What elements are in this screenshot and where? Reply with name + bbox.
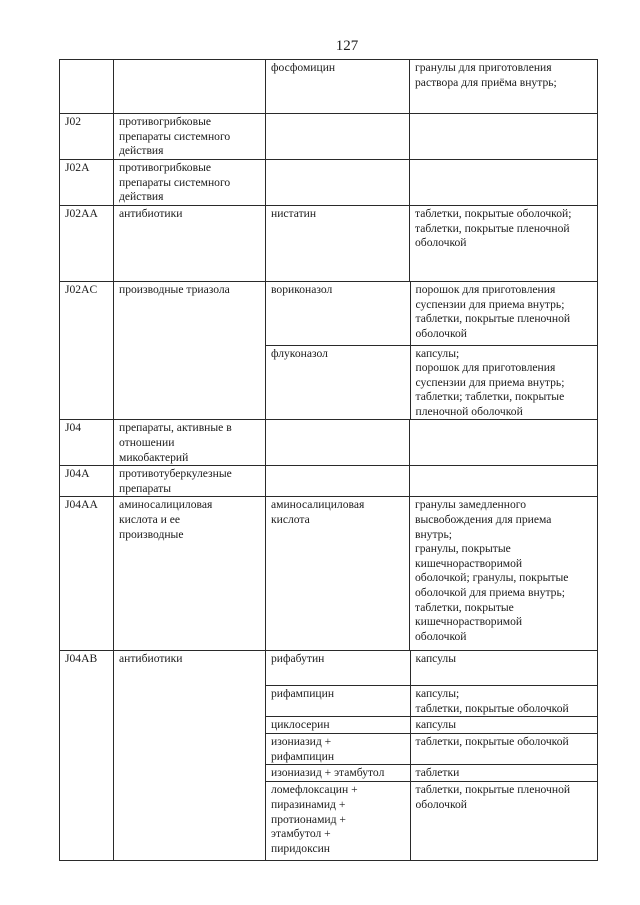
cell-text-line: противогрибковые (119, 115, 212, 128)
cell-text-line: препараты, активные в (119, 421, 232, 435)
cell-text-line: оболочкой (415, 629, 467, 643)
cell-text-line: таблетки, покрытые пленочной (415, 783, 571, 797)
cell-text-line: порошок для приготовления (415, 361, 556, 375)
drug-name-cell (266, 345, 410, 419)
cell-text-line: производные триазола (119, 283, 230, 296)
cell-text-line: капсулы (415, 718, 457, 732)
cell-text-line: капсулы (415, 652, 457, 666)
cell-text-line: J04AA (65, 498, 98, 512)
cell-text-line: таблетки, покрытые оболочкой (415, 735, 569, 749)
drug-name-cell (266, 651, 410, 685)
cell-text-line: порошок для приготовления (415, 283, 556, 296)
cell-text-line: J04A (65, 467, 90, 481)
dosage-form-cell (410, 782, 598, 860)
cell-text-line: таблетки, покрытые оболочкой (415, 701, 569, 715)
drug-name-cell (266, 160, 410, 206)
table-row (60, 651, 598, 860)
cell-text-line: протионамид + (271, 812, 346, 826)
atc-code-cell (60, 466, 114, 497)
cell-text-line: нистатин (271, 207, 317, 220)
cell-text-line: таблетки, покрытые пленочной (415, 221, 570, 235)
dosage-form-cell (410, 685, 598, 716)
dosage-form-cell (410, 160, 598, 206)
cell-text-line: кислота (271, 513, 310, 527)
cell-text-line: суспензии для приема внутрь; (415, 375, 565, 389)
drug-name-cell (266, 114, 410, 160)
table-row (60, 114, 598, 160)
cell-text-line: аминосалициловая (119, 498, 213, 512)
cell-text-line: микобактерий (119, 450, 189, 464)
cell-text-line: оболочкой для приема внутрь; (415, 586, 565, 599)
cell-text-line: противотуберкулезные (119, 467, 232, 481)
cell-text-line: J02AC (65, 283, 98, 296)
table-row (60, 160, 598, 206)
cell-text-line: пиразинамид + (271, 797, 346, 811)
atc-code-cell (60, 651, 114, 860)
group-name-cell (114, 114, 266, 160)
cell-text-line: суспензии для приема внутрь; (415, 297, 565, 311)
cell-text-line: пиридоксин (271, 841, 331, 855)
drug-name-cell (266, 782, 410, 860)
cell-text-line: оболочкой (415, 326, 467, 340)
atc-code-cell (60, 497, 114, 651)
cell-text-line: препараты (119, 481, 171, 495)
drug-table (59, 59, 598, 861)
table-row (60, 420, 598, 466)
cell-text-line: вориконазол (271, 283, 333, 296)
cell-text-line: J04AB (65, 652, 98, 666)
cell-text-line: действия (119, 144, 164, 158)
group-name-cell (114, 206, 266, 282)
cell-text-line: таблетки; таблетки, покрытые (415, 390, 565, 404)
cell-text-line: оболочкой (415, 797, 467, 811)
cell-text-line: рифабутин (271, 652, 325, 666)
cell-text-line: пленочной оболочкой (415, 404, 523, 418)
cell-text-line: таблетки, покрытые оболочкой; (415, 207, 572, 220)
dosage-form-cell (410, 651, 598, 685)
drug-sub-row (266, 765, 598, 782)
drug-sub-row (266, 685, 598, 716)
cell-text-line: этамбутол + (271, 827, 331, 841)
group-name-cell (114, 420, 266, 466)
cell-text-line: таблетки, покрытые (415, 600, 514, 614)
table-row (60, 60, 598, 114)
atc-code-cell (60, 160, 114, 206)
drug-sub-row (266, 345, 598, 419)
cell-text-line: капсулы; (415, 346, 460, 360)
group-name-cell (114, 466, 266, 497)
cell-text-line: флуконазол (271, 346, 328, 360)
cell-text-line: препараты системного (119, 129, 231, 143)
dosage-form-cell (410, 717, 598, 734)
cell-text-line: таблетки (415, 766, 460, 780)
atc-code-cell (60, 206, 114, 282)
dosage-form-cell (410, 420, 598, 466)
group-name-cell (114, 60, 266, 114)
cell-text-line: оболочкой (415, 236, 467, 250)
cell-text-line: ломефлоксацин + (271, 783, 358, 797)
dosage-form-cell (410, 345, 598, 419)
drug-name-cell (266, 466, 410, 497)
drug-sub-table (266, 651, 598, 859)
group-name-cell (114, 160, 266, 206)
table-row (60, 206, 598, 282)
cell-text-line: действия (119, 190, 164, 204)
drug-sub-row (266, 782, 598, 860)
cell-text-line: оболочкой; гранулы, покрытые (415, 571, 569, 585)
cell-text-line: производные (119, 527, 184, 541)
cell-text-line: кишечнорастворимой (415, 556, 523, 570)
cell-text-line: J02AA (65, 207, 98, 220)
cell-text-line: кислота и ее (119, 513, 181, 527)
atc-code-cell (60, 60, 114, 114)
cell-text-line: изониазид + этамбутол (271, 766, 385, 780)
cell-text-line: внутрь; (415, 527, 452, 541)
drug-sub-row (266, 282, 598, 345)
table-body (60, 60, 598, 861)
cell-text-line: раствора для приёма внутрь; (415, 75, 557, 89)
cell-text-line: J04 (65, 421, 82, 435)
cell-text-line: аминосалициловая (271, 498, 365, 512)
drug-name-cell (266, 420, 410, 466)
dosage-form-cell (410, 765, 598, 782)
cell-text-line: рифампицин (271, 686, 335, 700)
drug-name-cell (266, 717, 410, 734)
cell-text-line: антибиотики (119, 207, 183, 220)
drug-name-cell (266, 497, 410, 651)
dosage-form-cell (410, 60, 598, 114)
cell-text-line: гранулы замедленного (415, 498, 527, 512)
cell-text-line: кишечнорастворимой (415, 615, 523, 629)
dosage-form-cell (410, 497, 598, 651)
group-name-cell (114, 282, 266, 420)
dosage-form-cell (410, 734, 598, 765)
atc-code-cell (60, 282, 114, 420)
dosage-form-cell (410, 282, 598, 345)
table-row (60, 282, 598, 420)
cell-text-line: отношении (119, 436, 175, 450)
cell-text-line: J02 (65, 115, 82, 128)
cell-text-line: высвобождения для приема (415, 513, 552, 527)
drug-name-cell (266, 282, 410, 345)
table-row (60, 497, 598, 651)
drug-sub-table (266, 282, 598, 419)
drug-sub-row (266, 651, 598, 685)
cell-text-line: рифампицин (271, 749, 335, 763)
group-name-cell (114, 497, 266, 651)
cell-text-line: гранулы для приготовления (415, 61, 552, 74)
cell-text-line: антибиотики (119, 652, 183, 666)
dosage-form-cell (410, 466, 598, 497)
drug-name-cell (266, 206, 410, 282)
cell-text-line: капсулы; (415, 686, 460, 700)
drug-name-cell (266, 734, 410, 765)
drug-name-cell (266, 765, 410, 782)
group-name-cell (114, 651, 266, 860)
cell-text-line: изониазид + (271, 735, 332, 749)
page-number: 127 (335, 38, 359, 54)
drug-name-cell (266, 60, 410, 114)
table-row (60, 466, 598, 497)
drug-sub-row (266, 717, 598, 734)
cell-text-line: противогрибковые (119, 161, 212, 174)
drug-list-cell (266, 282, 598, 420)
cell-text-line: циклосерин (271, 718, 330, 732)
drug-list-cell (266, 651, 598, 860)
cell-text-line: фосфомицин (271, 61, 336, 74)
drug-name-cell (266, 685, 410, 716)
cell-text-line: гранулы, покрытые (415, 542, 511, 556)
cell-text-line: препараты системного (119, 175, 231, 189)
atc-code-cell (60, 420, 114, 466)
dosage-form-cell (410, 206, 598, 282)
dosage-form-cell (410, 114, 598, 160)
cell-text-line: J02A (65, 161, 90, 174)
drug-sub-row (266, 734, 598, 765)
cell-text-line: таблетки, покрытые пленочной (415, 312, 571, 326)
atc-code-cell (60, 114, 114, 160)
